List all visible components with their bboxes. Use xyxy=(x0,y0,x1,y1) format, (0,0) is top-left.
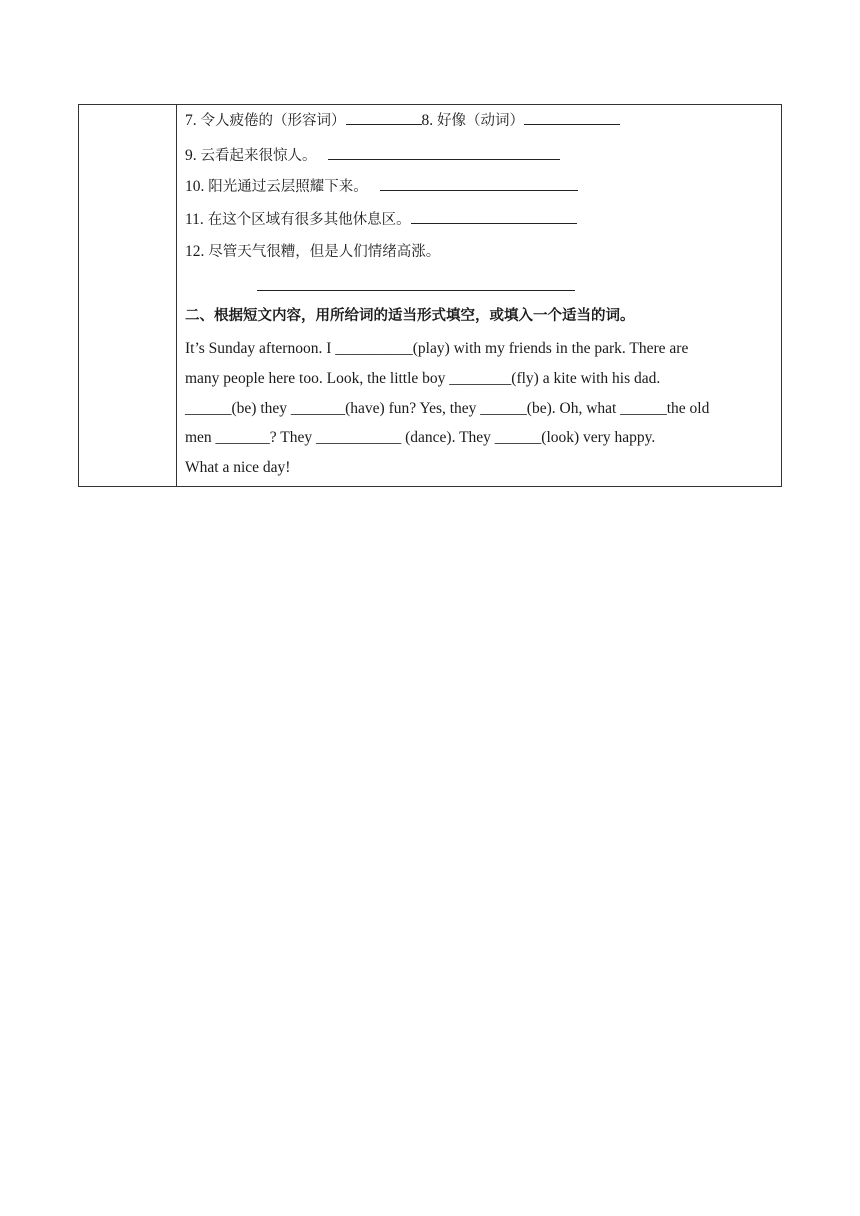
passage-line-3: ______(be) they _______(have) fun? Yes, they ______(be). Oh, what ______the old xyxy=(185,400,710,417)
passage-line-2: many people here too. Look, the little boy ________(fly) a kite with his dad. xyxy=(185,370,661,387)
item-row-11 xyxy=(185,209,773,230)
item-12-blank[interactable] xyxy=(257,276,575,291)
item-11-blank[interactable] xyxy=(411,209,577,224)
exercise-table xyxy=(78,104,782,487)
item-7-number: 7. xyxy=(185,112,197,129)
passage-line-1: It’s Sunday afternoon. I __________(play) with my friends in the park. There are xyxy=(185,340,689,357)
item-row-9 xyxy=(185,145,773,166)
item-11-number: 11. xyxy=(185,211,204,228)
item-10-text: 阳光通过云层照耀下来。 xyxy=(208,179,368,195)
table-right-cell xyxy=(177,105,781,486)
passage-line-4: men _______? They ___________ (dance). They ______(look) very happy. xyxy=(185,429,656,446)
table-left-cell xyxy=(79,105,177,486)
item-8-text: 好像（动词） xyxy=(437,113,524,129)
item-10-number: 10. xyxy=(185,178,205,195)
item-row-12-answer xyxy=(257,276,773,297)
item-row-7-8 xyxy=(185,110,773,131)
item-10-blank[interactable] xyxy=(380,176,578,191)
item-11-text: 在这个区域有很多其他休息区。 xyxy=(207,212,411,228)
item-9-blank[interactable] xyxy=(328,145,560,160)
item-7-blank[interactable] xyxy=(346,110,422,125)
passage-line-5: What a nice day! xyxy=(185,459,291,476)
item-row-10 xyxy=(185,176,773,197)
item-9-text: 云看起来很惊人。 xyxy=(200,148,317,164)
section2-heading: 二、根据短文内容，用所给词的适当形式填空，或填入一个适当的词。 xyxy=(185,308,635,324)
item-row-12 xyxy=(185,242,773,262)
item-12-text: 尽管天气很糟，但是人们情绪高涨。 xyxy=(208,244,441,260)
item-7-text: 令人疲倦的（形容词） xyxy=(200,113,346,129)
item-12-number: 12. xyxy=(185,243,205,260)
section2-heading-row xyxy=(185,306,773,326)
item-8-blank[interactable] xyxy=(524,110,620,125)
item-8-number: 8. xyxy=(421,112,434,129)
item-9-number: 9. xyxy=(185,147,197,164)
